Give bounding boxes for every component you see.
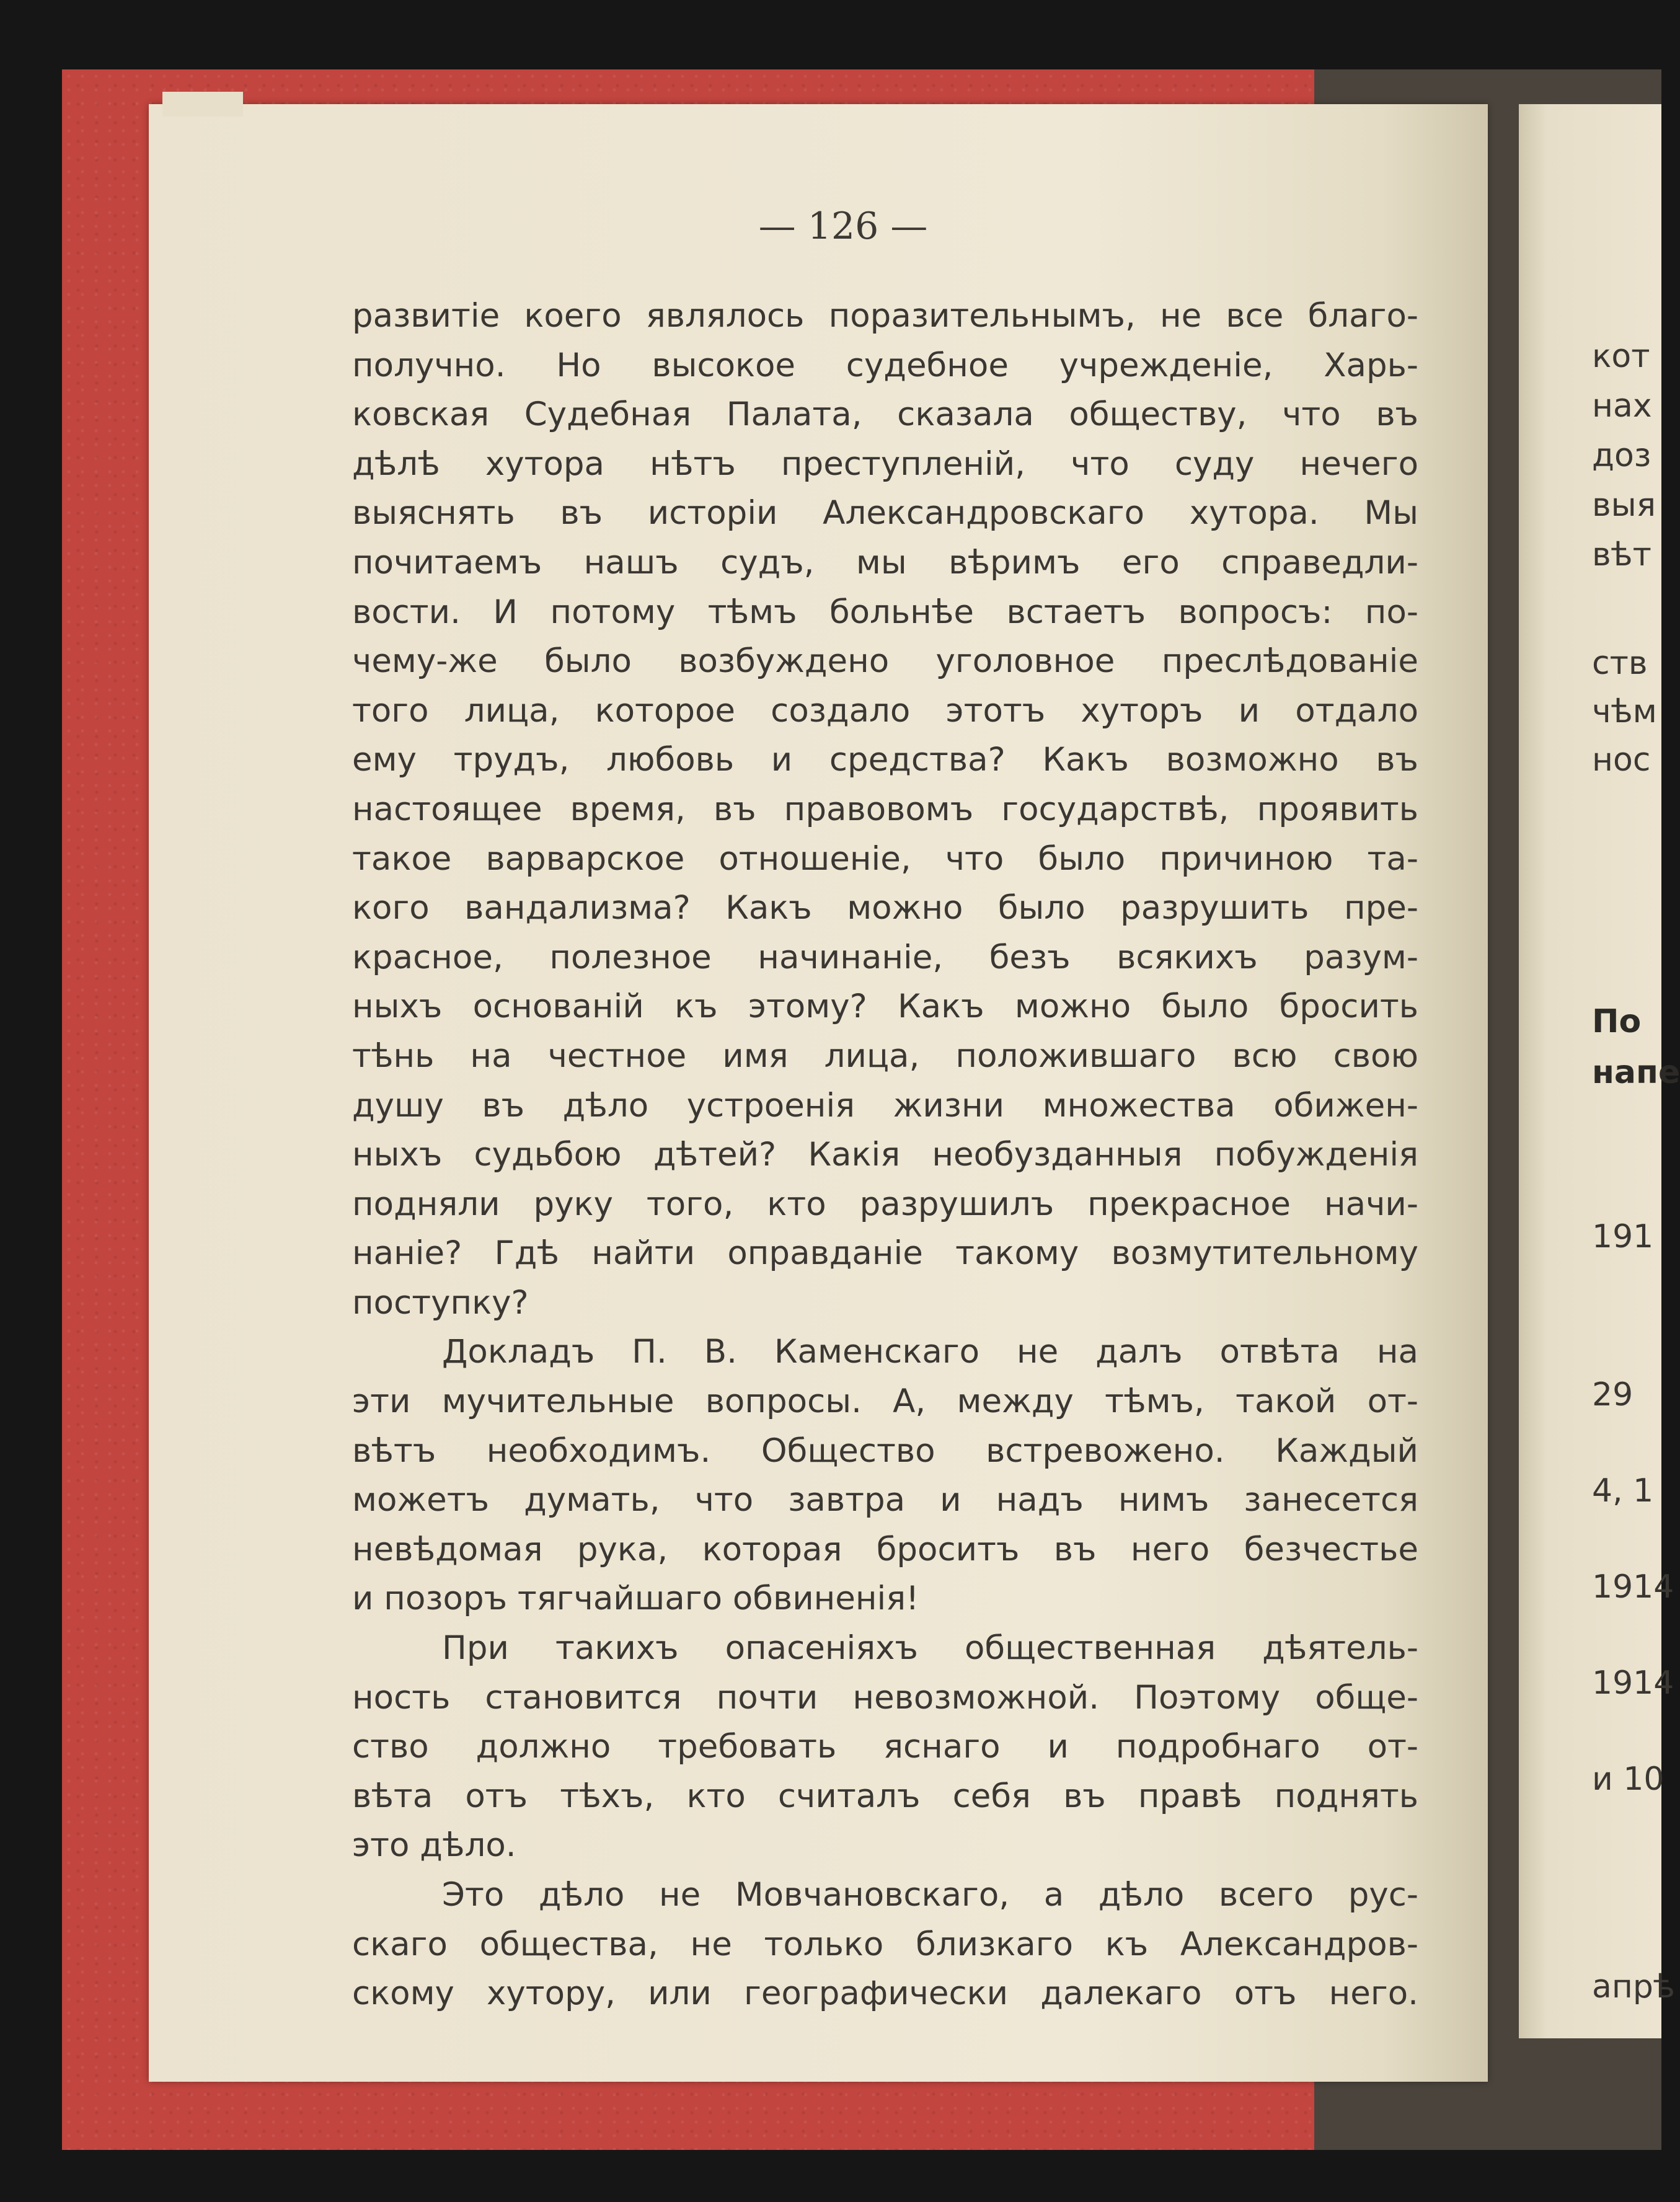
text-line: получно. Но высокое судебное учрежденіе, Харь- <box>352 346 1418 384</box>
right-page-fragment: апрѣ <box>1592 1968 1675 2005</box>
text-line: тѣнь на честное имя лица, положившаго всю свою <box>352 1037 1418 1075</box>
text-line: ность становится почти невозможной. Поэтому обще- <box>352 1678 1418 1717</box>
text-line: это дѣло. <box>352 1826 516 1865</box>
text-line: эти мучительные вопросы. А, между тѣмъ, такой от- <box>352 1382 1418 1421</box>
text-line: того лица, которое создало этотъ хуторъ и отдало <box>352 691 1418 730</box>
text-line: почитаемъ нашъ судъ, мы вѣримъ его справедли- <box>352 543 1418 581</box>
page-number: — 126 — <box>758 205 928 248</box>
text-line: выяснять въ исторіи Александровскаго хутора. Мы <box>352 494 1418 533</box>
right-page-fragment: По <box>1592 1003 1642 1040</box>
right-page-fragment: нос <box>1592 741 1651 779</box>
text-line: скому хутору, или географически далекаго отъ него. <box>352 1974 1418 2013</box>
text-line: такое варварское отношеніе, что было причиною та- <box>352 839 1418 878</box>
right-page-fragment: и 10 <box>1592 1761 1665 1798</box>
text-line: невѣдомая рука, которая броситъ въ него безчестье <box>352 1530 1418 1568</box>
right-page-fragment: 1914 <box>1592 1568 1674 1606</box>
right-page-fragment: вѣт <box>1592 536 1651 573</box>
text-line: душу въ дѣло устроенія жизни множества обижен- <box>352 1086 1418 1125</box>
text-line: кого вандализма? Какъ можно было разрушить пре- <box>352 889 1418 927</box>
right-page-fragment: кот <box>1592 338 1650 375</box>
right-page-fragment: нах <box>1592 387 1652 425</box>
text-line: красное, полезное начинаніе, безъ всякихъ разум- <box>352 938 1418 976</box>
text-line: ство должно требовать яснаго и подробнаго от- <box>352 1728 1418 1766</box>
text-line: При такихъ опасеніяхъ общественная дѣятель- <box>442 1629 1418 1668</box>
page-edge-strip <box>162 92 243 117</box>
text-line: скаго общества, не только близкаго къ Александров- <box>352 1925 1418 1963</box>
text-line: Это дѣло не Мовчановскаго, а дѣло всего рус- <box>442 1876 1418 1914</box>
text-line: вѣта отъ тѣхъ, кто считалъ себя въ правѣ поднять <box>352 1777 1418 1815</box>
text-line: развитіе коего являлось поразительнымъ, не все благо- <box>352 297 1418 335</box>
text-line: вѣтъ необходимъ. Общество встревожено. Каждый <box>352 1431 1418 1470</box>
text-line: вости. И потому тѣмъ больнѣе встаетъ вопросъ: по- <box>352 593 1418 631</box>
right-page-fragment: 29 <box>1592 1376 1634 1413</box>
right-page-fragment: доз <box>1592 437 1651 474</box>
right-page-fragment: 1914 <box>1592 1665 1674 1702</box>
right-page-fragment: выя <box>1592 487 1656 524</box>
text-line: ковская Судебная Палата, сказала обществу, что въ <box>352 396 1418 434</box>
text-line: можетъ думать, что завтра и надъ нимъ занесется <box>352 1481 1418 1519</box>
right-page-fragment: ств <box>1592 645 1648 682</box>
text-line: ныхъ судьбою дѣтей? Какія необузданныя побужденія <box>352 1136 1418 1174</box>
right-page-fragment: напе <box>1592 1054 1680 1091</box>
text-line: наніе? Гдѣ найти оправданіе такому возмутительному <box>352 1234 1418 1273</box>
text-line: чему-же было возбуждено уголовное преслѣдованіе <box>352 642 1418 681</box>
text-line: дѣлѣ хутора нѣтъ преступленій, что суду нечего <box>352 444 1418 483</box>
text-line: настоящее время, въ правовомъ государствѣ, проявить <box>352 790 1418 828</box>
right-page-fragment: 4, 1 <box>1592 1472 1654 1510</box>
text-line: поступку? <box>352 1283 529 1322</box>
text-line: ему трудъ, любовь и средства? Какъ возможно въ <box>352 741 1418 779</box>
text-line: подняли руку того, кто разрушилъ прекрасное начи- <box>352 1185 1418 1223</box>
right-page-fragment: 191 <box>1592 1218 1654 1255</box>
text-line: Докладъ П. В. Каменскаго не далъ отвѣта на <box>442 1333 1418 1371</box>
body-text <box>352 291 1418 2018</box>
right-page-fragment: чѣм <box>1592 693 1657 730</box>
text-line: и позоръ тягчайшаго обвиненія! <box>352 1580 919 1618</box>
text-line: ныхъ основаній къ этому? Какъ можно было бросить <box>352 988 1418 1026</box>
